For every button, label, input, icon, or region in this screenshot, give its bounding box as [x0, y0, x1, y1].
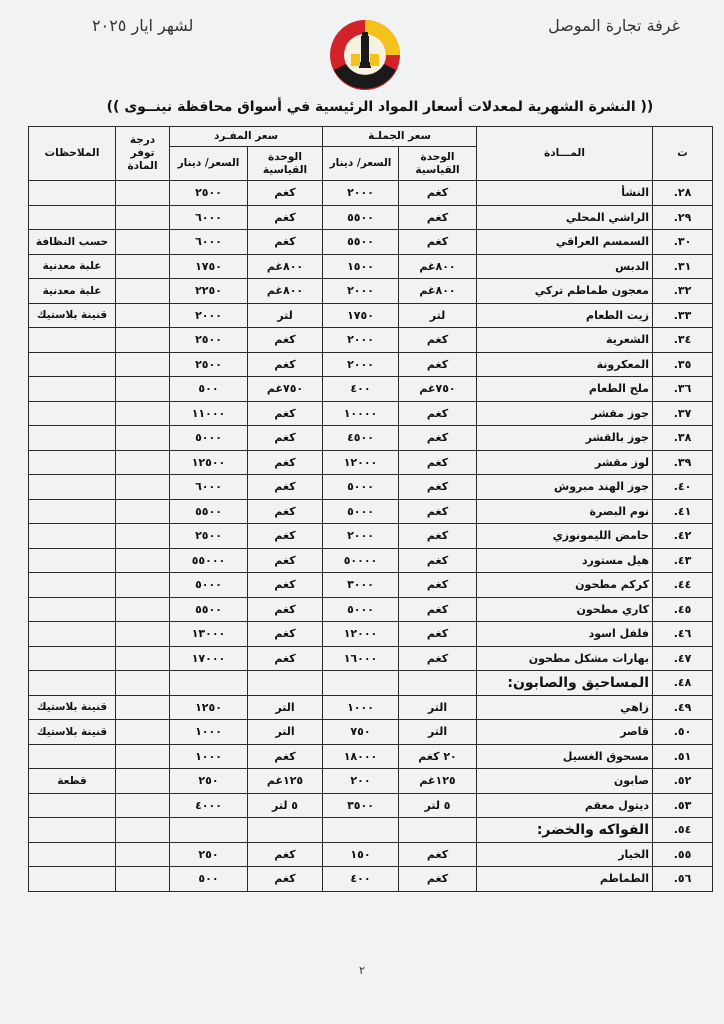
item-name: قاصر — [477, 720, 653, 745]
col-retail-unit: الوحدة القياسية — [248, 147, 323, 181]
availability — [116, 230, 170, 255]
table-row — [29, 426, 713, 451]
row-number: ٣٠. — [653, 230, 713, 255]
item-name: جوز الهند مبروش — [477, 475, 653, 500]
wholesale-unit: كغم — [399, 401, 477, 426]
retail-price: ٥٠٠٠ — [170, 426, 248, 451]
row-number: ٤٥. — [653, 597, 713, 622]
retail-unit: لتر — [248, 303, 323, 328]
note — [29, 377, 116, 402]
availability — [116, 426, 170, 451]
org-name: غرفة تجارة الموصل — [548, 16, 680, 35]
retail-price: ٢٥٠ — [170, 769, 248, 794]
table-row — [29, 499, 713, 524]
note — [29, 793, 116, 818]
item-name: بهارات مشكل مطحون — [477, 646, 653, 671]
availability — [116, 303, 170, 328]
availability — [116, 499, 170, 524]
row-number: ٥٤. — [653, 818, 713, 843]
item-name: الدبس — [477, 254, 653, 279]
wholesale-unit: كغم — [399, 524, 477, 549]
table-row — [29, 230, 713, 255]
retail-unit: كغم — [248, 475, 323, 500]
wholesale-price: ٣٠٠٠ — [323, 573, 399, 598]
row-number: ٤٧. — [653, 646, 713, 671]
item-name: زيت الطعام — [477, 303, 653, 328]
col-retail-price: السعر/ دينار — [170, 147, 248, 181]
col-no: ت — [653, 127, 713, 181]
note — [29, 671, 116, 696]
wholesale-price: ٢٠٠٠ — [323, 524, 399, 549]
col-item: المـــادة — [477, 127, 653, 181]
retail-unit: ٧٥٠غم — [248, 377, 323, 402]
availability — [116, 475, 170, 500]
retail-unit: ٨٠٠غم — [248, 279, 323, 304]
retail-unit: كغم — [248, 524, 323, 549]
item-name: المعكرونة — [477, 352, 653, 377]
retail-price: ٢٥٠ — [170, 842, 248, 867]
retail-price: ١٠٠٠ — [170, 720, 248, 745]
note: قنينة بلاستيك — [29, 303, 116, 328]
availability — [116, 867, 170, 892]
row-number: ٥١. — [653, 744, 713, 769]
note — [29, 401, 116, 426]
item-name: كاري مطحون — [477, 597, 653, 622]
retail-unit: ٥ لتر — [248, 793, 323, 818]
note: قنينة بلاستيك — [29, 695, 116, 720]
item-name: حامض الليمونوزي — [477, 524, 653, 549]
retail-unit: كغم — [248, 328, 323, 353]
row-number: ٤٠. — [653, 475, 713, 500]
wholesale-price: ١٦٠٠٠ — [323, 646, 399, 671]
wholesale-unit: التر — [399, 695, 477, 720]
availability — [116, 793, 170, 818]
wholesale-unit: ٨٠٠غم — [399, 254, 477, 279]
retail-price — [170, 818, 248, 843]
table-row — [29, 205, 713, 230]
page-header — [0, 0, 724, 100]
wholesale-unit: كغم — [399, 646, 477, 671]
wholesale-unit: كغم — [399, 499, 477, 524]
retail-price: ١٢٥٠٠ — [170, 450, 248, 475]
note — [29, 867, 116, 892]
wholesale-price: ٢٠٠٠ — [323, 181, 399, 206]
col-wholesale: سعر الجملـة — [323, 127, 477, 147]
wholesale-unit — [399, 671, 477, 696]
note — [29, 328, 116, 353]
note — [29, 475, 116, 500]
note — [29, 499, 116, 524]
retail-unit: كغم — [248, 842, 323, 867]
wholesale-price: ٥٠٠٠ — [323, 499, 399, 524]
table-row — [29, 646, 713, 671]
retail-unit: كغم — [248, 597, 323, 622]
retail-price: ٥٥٠٠ — [170, 499, 248, 524]
col-wholesale-unit: الوحدة القياسية — [399, 147, 477, 181]
item-name: جوز مقشر — [477, 401, 653, 426]
retail-price: ١٠٠٠ — [170, 744, 248, 769]
wholesale-price: ٢٠٠ — [323, 769, 399, 794]
wholesale-price: ١٢٠٠٠ — [323, 622, 399, 647]
note — [29, 450, 116, 475]
item-name: السمسم العراقي — [477, 230, 653, 255]
wholesale-price: ١٥٠ — [323, 842, 399, 867]
wholesale-unit: لتر — [399, 303, 477, 328]
retail-price: ٢٥٠٠ — [170, 328, 248, 353]
wholesale-price — [323, 818, 399, 843]
note — [29, 646, 116, 671]
wholesale-price: ٥٠٠٠ — [323, 475, 399, 500]
availability — [116, 671, 170, 696]
wholesale-unit: ٧٥٠غم — [399, 377, 477, 402]
section-row — [29, 818, 713, 843]
wholesale-price: ١٥٠٠ — [323, 254, 399, 279]
retail-unit: كغم — [248, 181, 323, 206]
wholesale-unit: ٢٠ كغم — [399, 744, 477, 769]
note: قنينة بلاستيك — [29, 720, 116, 745]
section-title: الفواكه والخضر: — [477, 818, 653, 843]
note — [29, 524, 116, 549]
availability — [116, 254, 170, 279]
wholesale-unit: كغم — [399, 450, 477, 475]
row-number: ٤٩. — [653, 695, 713, 720]
wholesale-price: ٥٥٠٠ — [323, 205, 399, 230]
wholesale-unit: ٨٠٠غم — [399, 279, 477, 304]
row-number: ٤١. — [653, 499, 713, 524]
retail-price: ٢٥٠٠ — [170, 352, 248, 377]
row-number: ٥٥. — [653, 842, 713, 867]
availability — [116, 720, 170, 745]
row-number: ٣٥. — [653, 352, 713, 377]
wholesale-unit: كغم — [399, 548, 477, 573]
retail-unit: ٨٠٠غم — [248, 254, 323, 279]
row-number: ٥٦. — [653, 867, 713, 892]
table-row — [29, 377, 713, 402]
row-number: ٣٩. — [653, 450, 713, 475]
row-number: ٣٧. — [653, 401, 713, 426]
item-name: جوز بالقشر — [477, 426, 653, 451]
row-number: ٥٣. — [653, 793, 713, 818]
price-table — [28, 126, 713, 892]
availability — [116, 181, 170, 206]
wholesale-unit: كغم — [399, 181, 477, 206]
note — [29, 744, 116, 769]
retail-unit: كغم — [248, 426, 323, 451]
retail-unit — [248, 671, 323, 696]
wholesale-price: ٤٥٠٠ — [323, 426, 399, 451]
row-number: ٤٦. — [653, 622, 713, 647]
retail-unit: كغم — [248, 205, 323, 230]
table-row — [29, 793, 713, 818]
item-name: نوم البصرة — [477, 499, 653, 524]
row-number: ٣٤. — [653, 328, 713, 353]
wholesale-price: ٢٠٠٠ — [323, 328, 399, 353]
note — [29, 818, 116, 843]
item-name: زاهي — [477, 695, 653, 720]
retail-unit: كغم — [248, 548, 323, 573]
retail-unit: التر — [248, 695, 323, 720]
availability — [116, 548, 170, 573]
availability — [116, 279, 170, 304]
item-name: الخيار — [477, 842, 653, 867]
availability — [116, 328, 170, 353]
wholesale-price: ٢٠٠٠ — [323, 279, 399, 304]
item-name: النشأ — [477, 181, 653, 206]
retail-price: ١١٠٠٠ — [170, 401, 248, 426]
retail-price: ٦٠٠٠ — [170, 230, 248, 255]
row-number: ٣١. — [653, 254, 713, 279]
retail-price: ٢٥٠٠ — [170, 181, 248, 206]
retail-price: ١٣٠٠٠ — [170, 622, 248, 647]
wholesale-unit: التر — [399, 720, 477, 745]
retail-unit: كغم — [248, 867, 323, 892]
retail-price: ٢٥٠٠ — [170, 524, 248, 549]
item-name: الشعرية — [477, 328, 653, 353]
section-title: المساحيق والصابون: — [477, 671, 653, 696]
row-number: ٣٢. — [653, 279, 713, 304]
item-name: مسحوق الغسيل — [477, 744, 653, 769]
retail-price — [170, 671, 248, 696]
item-name: معجون طماطم تركي — [477, 279, 653, 304]
retail-price: ٥٠٠٠ — [170, 573, 248, 598]
availability — [116, 622, 170, 647]
note — [29, 205, 116, 230]
wholesale-price: ١٠٠٠٠ — [323, 401, 399, 426]
row-number: ٤٣. — [653, 548, 713, 573]
item-name: الراشي المحلي — [477, 205, 653, 230]
note — [29, 573, 116, 598]
availability — [116, 352, 170, 377]
item-name: هيل مستورد — [477, 548, 653, 573]
availability — [116, 524, 170, 549]
col-wholesale-price: السعر/ دينار — [323, 147, 399, 181]
availability — [116, 842, 170, 867]
retail-price: ١٧٠٠٠ — [170, 646, 248, 671]
retail-unit: كغم — [248, 401, 323, 426]
wholesale-unit: كغم — [399, 867, 477, 892]
retail-unit: كغم — [248, 622, 323, 647]
wholesale-unit: كغم — [399, 842, 477, 867]
item-name: الطماطم — [477, 867, 653, 892]
retail-price: ٢٠٠٠ — [170, 303, 248, 328]
table-row — [29, 328, 713, 353]
wholesale-unit: كغم — [399, 597, 477, 622]
table-row — [29, 695, 713, 720]
col-retail: سعر المفـرد — [170, 127, 323, 147]
table-row — [29, 303, 713, 328]
row-number: ٢٩. — [653, 205, 713, 230]
retail-price: ١٢٥٠ — [170, 695, 248, 720]
row-number: ٤٨. — [653, 671, 713, 696]
wholesale-unit — [399, 818, 477, 843]
row-number: ٢٨. — [653, 181, 713, 206]
note — [29, 426, 116, 451]
retail-unit: كغم — [248, 744, 323, 769]
item-name: ملح الطعام — [477, 377, 653, 402]
chamber-seal-icon — [328, 18, 402, 92]
wholesale-price — [323, 671, 399, 696]
table-row — [29, 475, 713, 500]
note: قطعة — [29, 769, 116, 794]
wholesale-price: ٥٠٠٠٠ — [323, 548, 399, 573]
table-row — [29, 450, 713, 475]
retail-price: ١٧٥٠ — [170, 254, 248, 279]
availability — [116, 695, 170, 720]
table-row — [29, 401, 713, 426]
item-name: ديتول معقم — [477, 793, 653, 818]
row-number: ٣٦. — [653, 377, 713, 402]
retail-unit: كغم — [248, 499, 323, 524]
wholesale-unit: كغم — [399, 205, 477, 230]
table-row — [29, 279, 713, 304]
row-number: ٥٠. — [653, 720, 713, 745]
availability — [116, 450, 170, 475]
row-number: ٣٨. — [653, 426, 713, 451]
table-row — [29, 867, 713, 892]
table-row — [29, 597, 713, 622]
wholesale-unit: ١٢٥غم — [399, 769, 477, 794]
note — [29, 842, 116, 867]
table-row — [29, 720, 713, 745]
retail-price: ٥٠٠ — [170, 377, 248, 402]
table-row — [29, 524, 713, 549]
table-row — [29, 352, 713, 377]
table-row — [29, 842, 713, 867]
retail-price: ٥٥٠٠٠ — [170, 548, 248, 573]
availability — [116, 769, 170, 794]
retail-price: ٢٢٥٠ — [170, 279, 248, 304]
note: علبة معدنية — [29, 254, 116, 279]
note — [29, 597, 116, 622]
section-row — [29, 671, 713, 696]
table-row — [29, 573, 713, 598]
wholesale-price: ١٢٠٠٠ — [323, 450, 399, 475]
availability — [116, 573, 170, 598]
wholesale-price: ٤٠٠ — [323, 377, 399, 402]
wholesale-price: ٣٥٠٠ — [323, 793, 399, 818]
price-table-body — [29, 181, 713, 892]
note — [29, 548, 116, 573]
availability — [116, 597, 170, 622]
wholesale-unit: كغم — [399, 426, 477, 451]
availability — [116, 646, 170, 671]
retail-price: ٦٠٠٠ — [170, 205, 248, 230]
retail-unit: كغم — [248, 230, 323, 255]
wholesale-price: ٥٥٠٠ — [323, 230, 399, 255]
retail-unit — [248, 818, 323, 843]
wholesale-price: ٧٥٠ — [323, 720, 399, 745]
bulletin-title: (( النشرة الشهرية لمعدلات أسعار المواد الرئيسية في أسواق محافظة نينــوى )) — [106, 99, 654, 115]
row-number: ٤٤. — [653, 573, 713, 598]
note — [29, 181, 116, 206]
retail-price: ٦٠٠٠ — [170, 475, 248, 500]
col-availability: درجة توفر المادة — [116, 127, 170, 181]
availability — [116, 744, 170, 769]
wholesale-price: ٤٠٠ — [323, 867, 399, 892]
retail-unit: التر — [248, 720, 323, 745]
report-month: لشهر ايار ٢٠٢٥ — [92, 16, 194, 35]
retail-price: ٥٠٠ — [170, 867, 248, 892]
col-notes: الملاحظات — [29, 127, 116, 181]
note — [29, 352, 116, 377]
row-number: ٣٣. — [653, 303, 713, 328]
retail-unit: كغم — [248, 573, 323, 598]
retail-price: ٤٠٠٠ — [170, 793, 248, 818]
row-number: ٥٢. — [653, 769, 713, 794]
wholesale-price: ٢٠٠٠ — [323, 352, 399, 377]
item-name: فلفل اسود — [477, 622, 653, 647]
retail-price: ٥٥٠٠ — [170, 597, 248, 622]
table-row — [29, 181, 713, 206]
availability — [116, 205, 170, 230]
table-row — [29, 254, 713, 279]
availability — [116, 401, 170, 426]
wholesale-unit: كغم — [399, 573, 477, 598]
table-row — [29, 769, 713, 794]
wholesale-price: ١٧٥٠ — [323, 303, 399, 328]
wholesale-unit: كغم — [399, 622, 477, 647]
availability — [116, 377, 170, 402]
table-row — [29, 548, 713, 573]
wholesale-price: ١٨٠٠٠ — [323, 744, 399, 769]
wholesale-unit: ٥ لتر — [399, 793, 477, 818]
page-number: ٢ — [359, 964, 365, 977]
retail-unit: ١٢٥غم — [248, 769, 323, 794]
wholesale-unit: كغم — [399, 328, 477, 353]
note — [29, 622, 116, 647]
wholesale-unit: كغم — [399, 352, 477, 377]
table-row — [29, 622, 713, 647]
retail-unit: كغم — [248, 352, 323, 377]
note: علبة معدنية — [29, 279, 116, 304]
wholesale-unit: كغم — [399, 230, 477, 255]
table-row — [29, 744, 713, 769]
wholesale-price: ٥٠٠٠ — [323, 597, 399, 622]
availability — [116, 818, 170, 843]
retail-unit: كغم — [248, 646, 323, 671]
wholesale-price: ١٠٠٠ — [323, 695, 399, 720]
retail-unit: كغم — [248, 450, 323, 475]
item-name: صابون — [477, 769, 653, 794]
note: حسب النظافة — [29, 230, 116, 255]
wholesale-unit: كغم — [399, 475, 477, 500]
item-name: كركم مطحون — [477, 573, 653, 598]
item-name: لوز مقشر — [477, 450, 653, 475]
row-number: ٤٢. — [653, 524, 713, 549]
